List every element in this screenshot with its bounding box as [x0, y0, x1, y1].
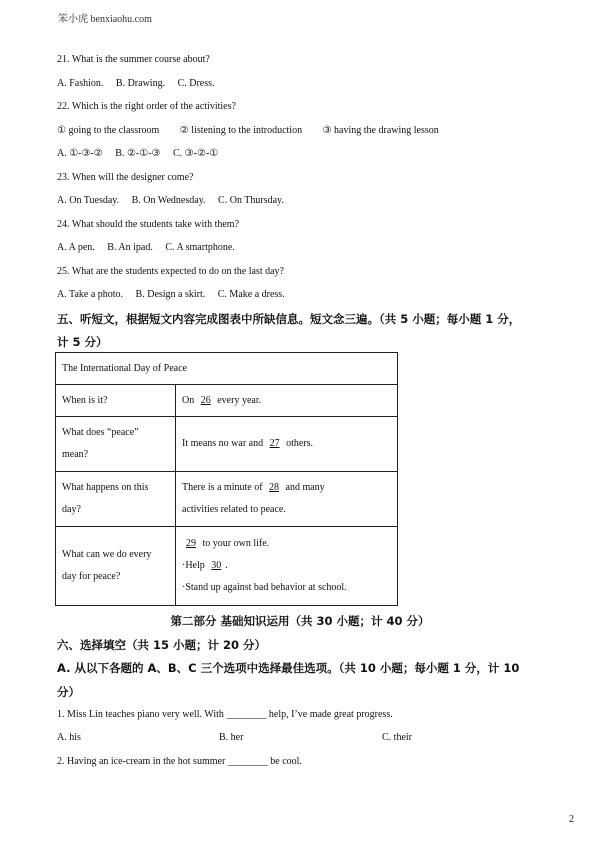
section-a-heading-cont: 分）: [57, 685, 80, 699]
question-24-options: [57, 242, 235, 253]
item-3: ③ having the drawing lesson: [322, 125, 439, 136]
option-c: C. their: [382, 732, 412, 743]
option-b: B. Drawing.: [115, 78, 166, 89]
part-2-heading: 第二部分 基础知识运用（共 30 小题；计 40 分）: [170, 614, 430, 628]
item-2: ② listening to the introduction: [179, 125, 303, 136]
option-a: A. ①-③-②: [57, 148, 103, 159]
question-1: 1. Miss Lin teaches piano very well. With ________ help, I’ve made great progress.: [57, 709, 393, 720]
row-question: What does “peace” mean?: [56, 417, 176, 472]
option-c: C. On Thursday.: [218, 195, 284, 206]
option-a: A. his: [57, 732, 81, 743]
item-1: ① going to the classroom: [57, 125, 160, 136]
option-c: C. A smartphone.: [165, 242, 235, 253]
option-a: A. Fashion.: [57, 78, 104, 89]
row-question: What happens on this day?: [56, 472, 176, 527]
question-23-options: [57, 195, 284, 206]
row-answer: There is a minute of 28 and many activities related to peace.: [176, 472, 398, 527]
table-row: [56, 385, 398, 417]
option-b: B. An ipad.: [107, 242, 153, 253]
option-b: B. Design a skirt.: [135, 289, 206, 300]
blank-28: 28: [269, 482, 280, 493]
option-a: A. Take a photo.: [57, 289, 124, 300]
watermark: 笨小虎 benxiaohu.com: [58, 14, 152, 25]
section-6-heading: 六、选择填空（共 15 小题；计 20 分）: [57, 638, 267, 652]
table-title: The International Day of Peace: [56, 353, 398, 385]
question-25: 25. What are the students expected to do on the last day?: [57, 266, 284, 277]
table-row: [56, 527, 398, 606]
row-question: What can we do every day for peace?: [56, 527, 176, 606]
question-23: 23. When will the designer come?: [57, 172, 194, 183]
blank-29: 29: [186, 538, 196, 549]
peace-table: [55, 352, 398, 606]
blank-26: 26: [200, 394, 211, 406]
row-answer: 29 to your own life. ·Help 30 . ·Stand up against bad behavior at school.: [176, 527, 398, 606]
option-b: B. On Wednesday.: [131, 195, 206, 206]
question-2: 2. Having an ice-cream in the hot summer ________ be cool.: [57, 756, 302, 767]
option-a: A. A pen.: [57, 242, 95, 253]
section-5-heading-cont: 计 5 分）: [57, 335, 108, 349]
question-24: 24. What should the students take with them?: [57, 219, 240, 230]
option-c: C. Make a dress.: [217, 289, 285, 300]
option-b: B. ②-①-③: [115, 148, 161, 159]
table-row: [56, 417, 398, 472]
question-21: 21. What is the summer course about?: [57, 54, 210, 65]
row-answer: On 26 every year.: [176, 385, 398, 417]
blank-27: 27: [269, 438, 280, 449]
blank-30: 30: [211, 560, 222, 571]
option-c: C. Dress.: [177, 78, 215, 89]
option-b: B. her: [219, 732, 244, 743]
row-answer: It means no war and 27 others.: [176, 417, 398, 472]
question-25-options: [57, 289, 285, 300]
table-row: [56, 472, 398, 527]
section-5-heading: 五、听短文，根据短文内容完成图表中所缺信息。短文念三遍。（共 5 小题；每小题 1 分，: [57, 312, 521, 326]
question-22-options: [57, 148, 218, 159]
page-number: 2: [569, 814, 574, 825]
row-question: When is it?: [56, 385, 176, 417]
section-a-heading: A. 从以下各题的 A、B、C 三个选项中选择最佳选项。（共 10 小题；每小题 1 分，计 10: [57, 661, 520, 675]
option-a: A. On Tuesday.: [57, 195, 120, 206]
question-22: 22. Which is the right order of the activities?: [57, 101, 236, 112]
option-c: C. ③-②-①: [173, 148, 219, 159]
question-21-options: [57, 78, 215, 89]
question-22-items: [57, 125, 439, 136]
